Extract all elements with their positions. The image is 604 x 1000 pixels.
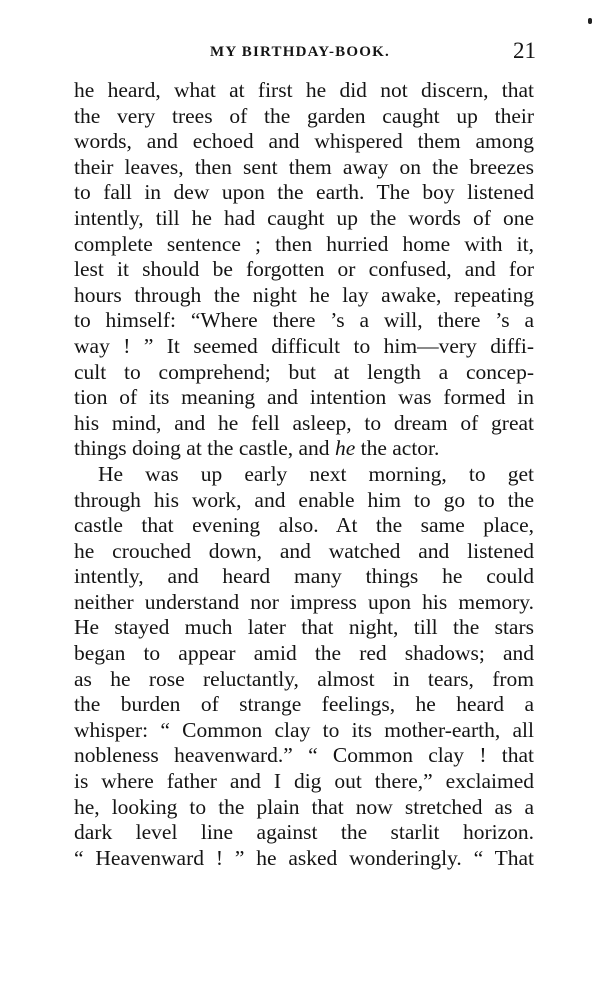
text-line: to himself: “Where there ’s a will, there ’s a: [74, 308, 534, 333]
text-line: way ! ” It seemed difficult to him—very diffi-: [74, 333, 534, 358]
text-line: whisper: “ Common clay to its mother-earth, all: [74, 717, 534, 742]
text-line: dark level line against the starlit horizon.: [74, 820, 534, 845]
text-line: the burden of strange feelings, he heard a: [74, 692, 534, 717]
text-line: he, looking to the plain that now stretched as a: [74, 794, 534, 819]
body-text: [74, 78, 534, 871]
text-line: intently, till he had caught up the words of one: [74, 205, 534, 230]
text-line: their leaves, then sent them away on the breezes: [74, 154, 534, 179]
text-line: intently, and heard many things he could: [74, 564, 534, 589]
emphasis-text: he: [334, 436, 356, 461]
text-line: he heard, what at first he did not discern, that: [74, 78, 534, 102]
text-line: as he rose reluctantly, almost in tears, from: [74, 666, 534, 691]
text-line: tion of its meaning and intention was formed in: [74, 385, 534, 410]
text-line: the very trees of the garden caught up their: [74, 103, 534, 128]
text-run: things doing at the castle, and: [74, 436, 335, 461]
text-line: complete sentence ; then hurried home with it,: [74, 231, 534, 256]
text-line: neither understand nor impress upon his memory.: [74, 589, 534, 614]
text-line: nobleness heavenward.” “ Common clay ! that: [74, 743, 534, 768]
text-line: words, and echoed and whispered them among: [74, 129, 534, 154]
text-line-first: He was up early next morning, to get: [98, 461, 534, 486]
text-line: castle that evening also. At the same place,: [74, 513, 534, 538]
text-line: “ Heavenward ! ” he asked wonderingly. “ That: [74, 845, 534, 870]
text-line-last: [74, 436, 534, 462]
page-edge-mark: [588, 18, 592, 24]
text-line: cult to comprehend; but at length a concep-: [74, 359, 534, 384]
text-line: to fall in dew upon the earth. The boy listened: [74, 180, 534, 205]
text-line: his mind, and he fell asleep, to dream of great: [74, 410, 534, 435]
text-line: he crouched down, and watched and listened: [74, 538, 534, 563]
text-line: through his work, and enable him to go to the: [74, 487, 534, 512]
text-run: the actor.: [355, 436, 440, 461]
running-head: [74, 36, 544, 72]
text-line: lest it should be forgotten or confused, and for: [74, 257, 534, 282]
text-line: hours through the night he lay awake, repeating: [74, 282, 534, 307]
text-line: He stayed much later that night, till the stars: [74, 615, 534, 640]
text-line: is where father and I dig out there,” exclaimed: [74, 769, 534, 794]
page-number: 21: [513, 38, 536, 63]
running-title: MY BIRTHDAY-BOOK.: [210, 44, 390, 60]
text-line: began to appear amid the red shadows; and: [74, 641, 534, 666]
